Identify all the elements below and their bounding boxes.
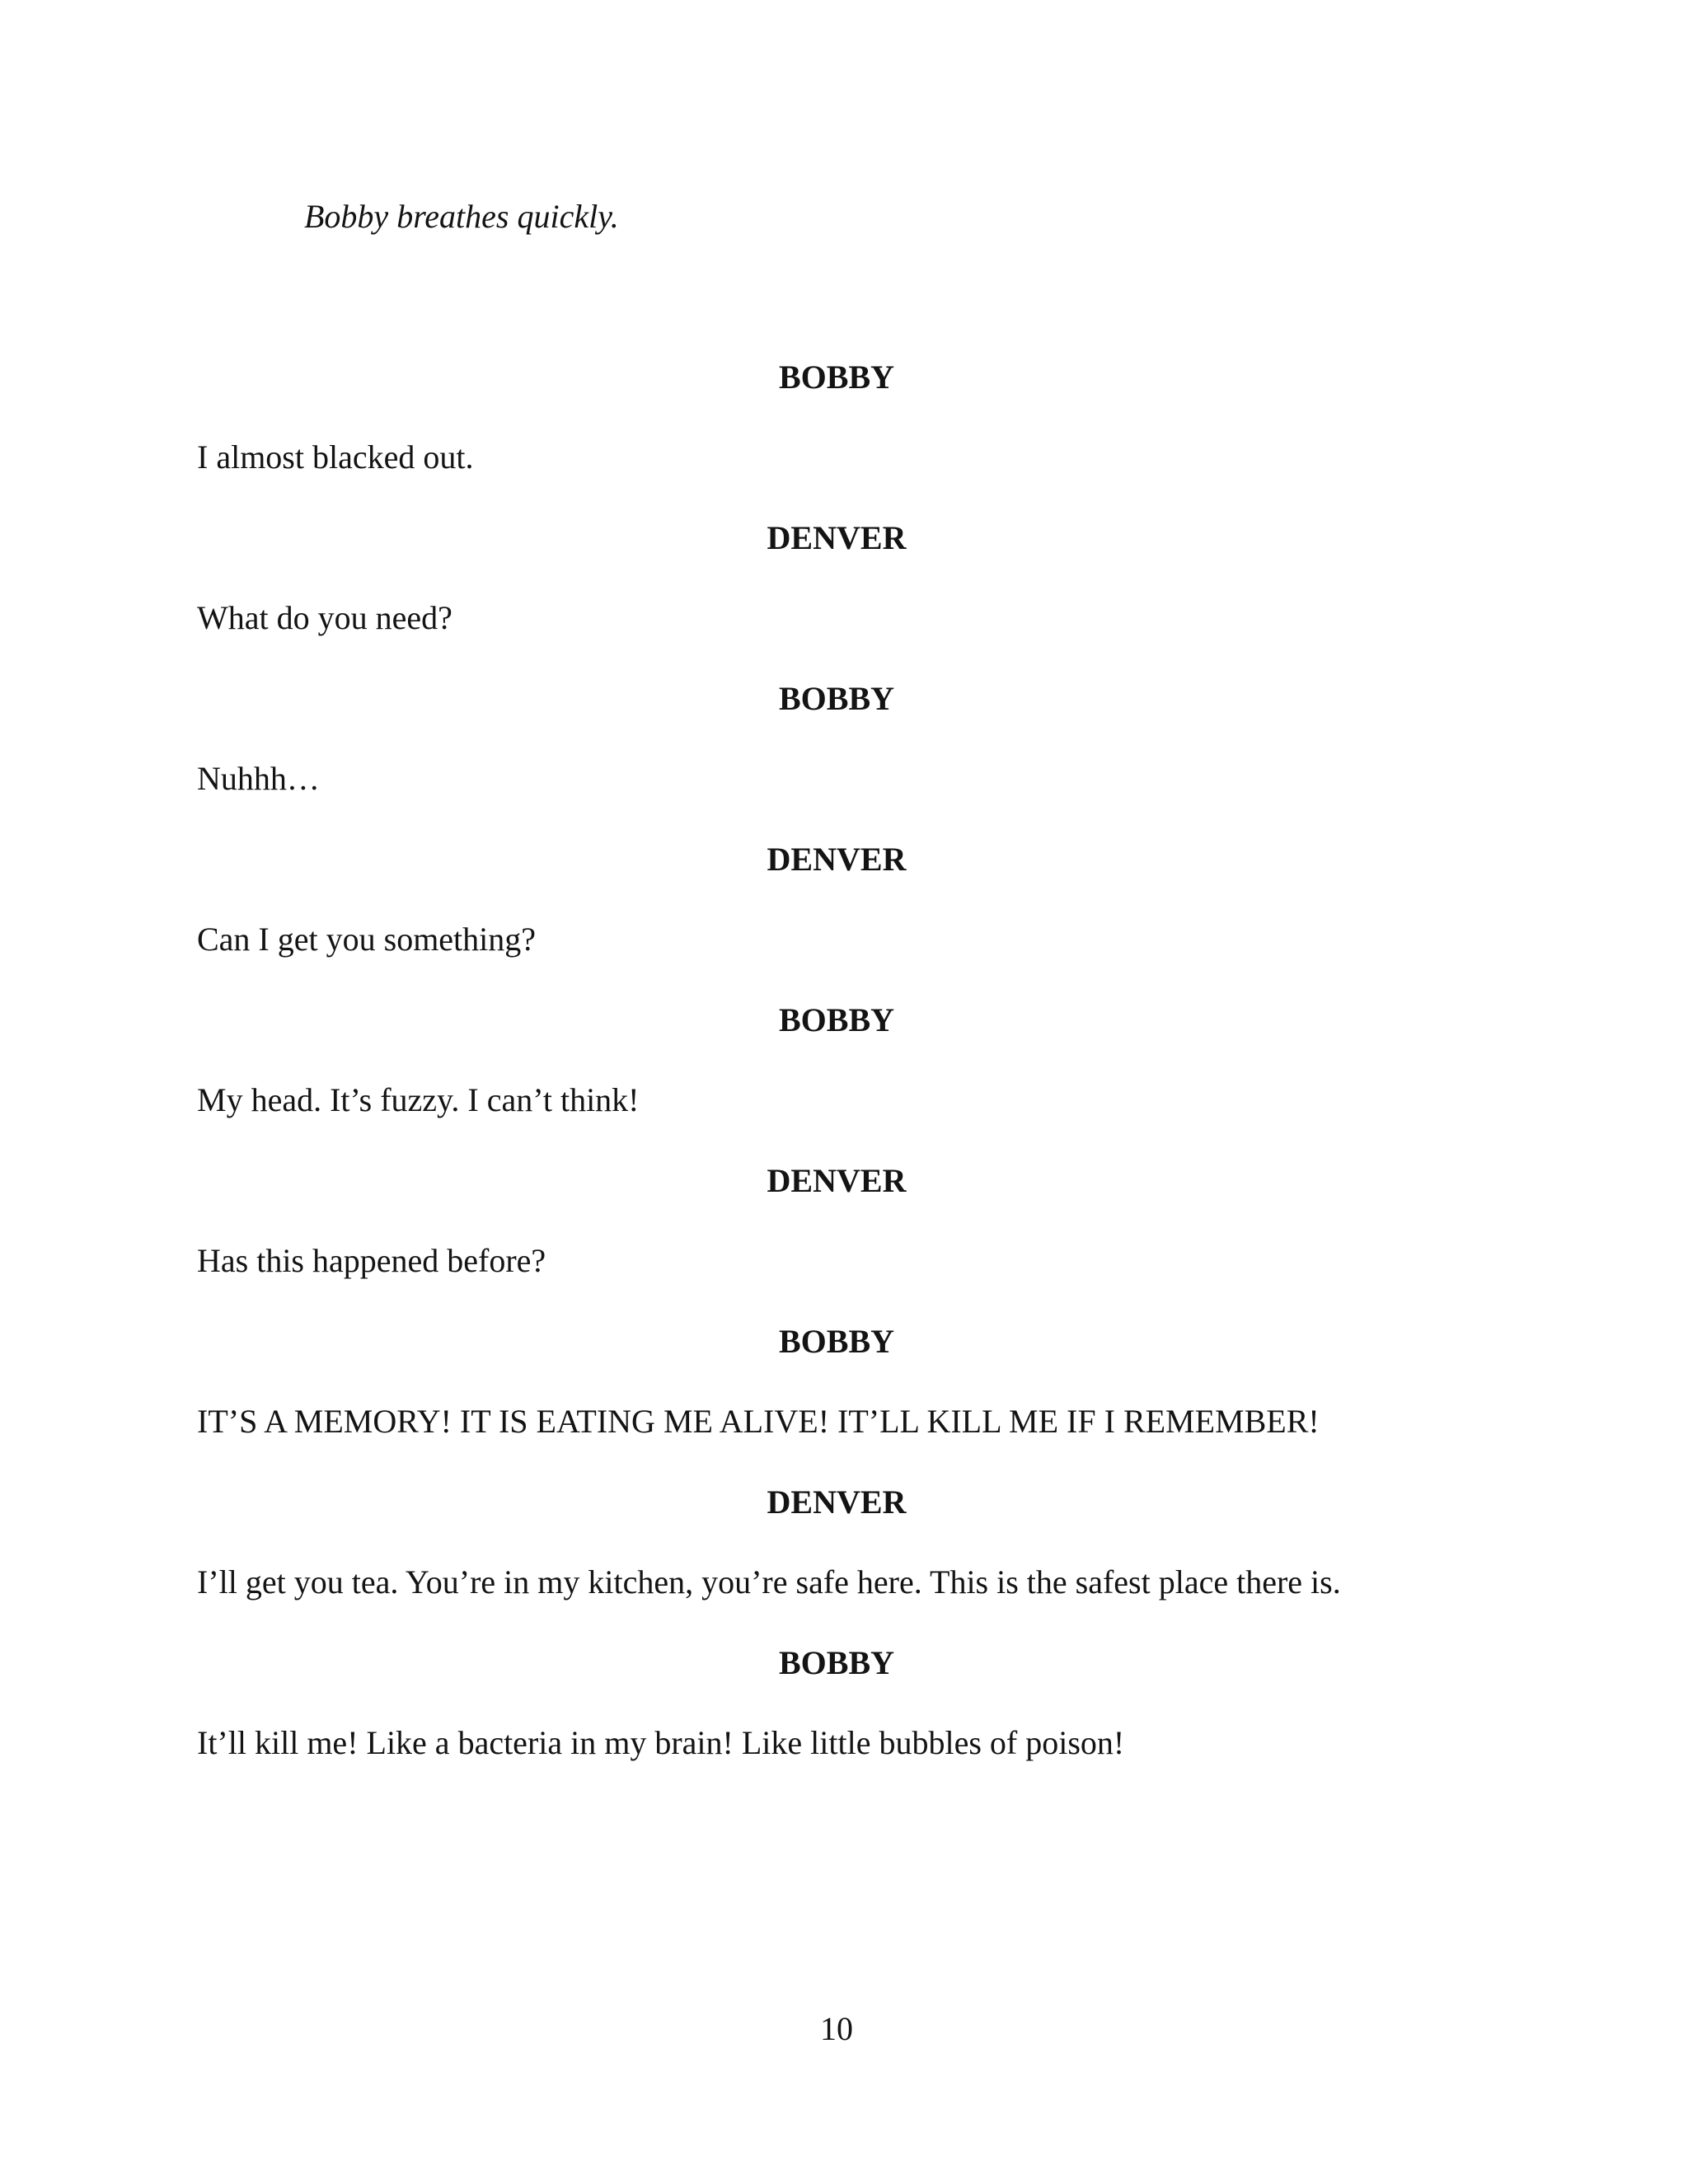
dialogue-line: I almost blacked out. [197,438,474,476]
dialogue-line: It’ll kill me! Like a bacteria in my brain! Like little bubbles of poison! [197,1724,1125,1761]
speaker-name: BOBBY [778,1644,895,1681]
dialogue-line: What do you need? [197,599,452,636]
speaker-name: BOBBY [778,1001,895,1038]
speaker-name: DENVER [767,519,907,556]
speaker-name: DENVER [767,1483,907,1521]
dialogue-line: Can I get you something? [197,921,537,958]
dialogue-line: Nuhhh… [197,760,320,797]
speaker-name: BOBBY [778,1323,895,1360]
dialogue-line: My head. It’s fuzzy. I can’t think! [197,1081,640,1118]
speaker-name: BOBBY [778,680,895,717]
page-number: 10 [820,2010,853,2047]
dialogue-line: Has this happened before? [197,1242,546,1279]
speaker-name: BOBBY [778,359,895,396]
dialogue-line: IT’S A MEMORY! IT IS EATING ME ALIVE! IT’LL KILL ME IF I REMEMBER! [197,1403,1320,1440]
speaker-name: DENVER [767,1162,907,1199]
dialogue-line: I’ll get you tea. You’re in my kitchen, you’re safe here. This is the safest place there is. [197,1563,1341,1601]
speaker-name: DENVER [767,841,907,878]
stage-direction: Bobby breathes quickly. [304,198,619,235]
